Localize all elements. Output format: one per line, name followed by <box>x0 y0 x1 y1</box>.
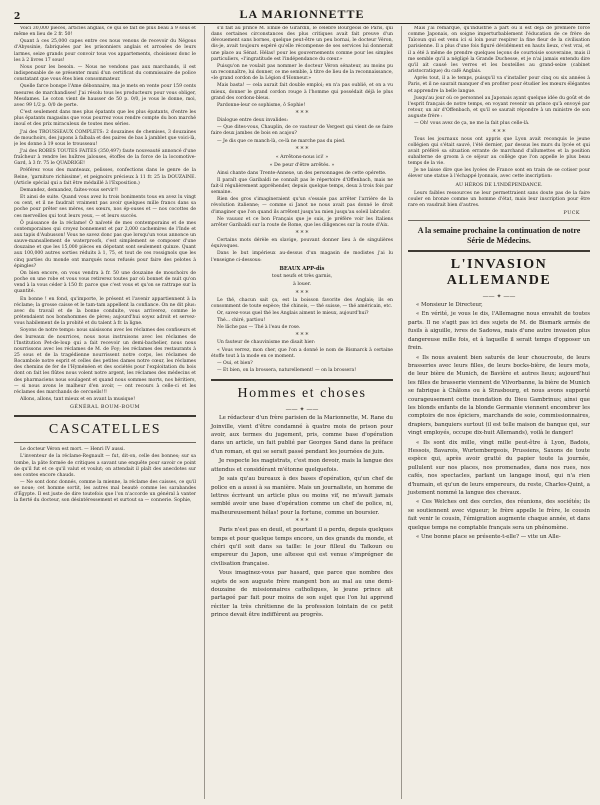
paragraph: Je ne laisse dire que les lycées de France sont en train de se cotiser pour élever une statue à l'échappé lyonnais, avec cette inscription: <box>408 168 590 180</box>
paragraph: Thé... chiré, partiou! <box>217 318 266 324</box>
paragraph: En bonne ! en fond, qu'importe, le présent et l'avenir appartiennent à la réclame; la grosse caisse et le tam-tam appellent la confiance. On ne dit plus: avec du travail et de la bonne conduite, vous arriverez, comme le prétendaient nos bonshommes de pères; aujourd'hui soyez adroit et servez-vous habilement de la probité et du talent à fr. la ligne. <box>14 296 196 327</box>
paragraph: — Oui, et bien? <box>217 360 253 366</box>
paragraph: Dialogue entre deux invalides: <box>217 118 289 124</box>
paragraph: Et ainsi de suite. Quand vous avez lu trois boniments tous en avez lu vingt ou cent, et il ne faudrait vraiment pas avoir quelques mille francs dans sa poche pour prêter ses mères, ses sœurs, nos ép-ouses et — nos cocottes de ces merveilles qui tout leurs yeux, — et leurs succès. <box>14 195 196 219</box>
section-divider <box>14 415 196 417</box>
paragraph: Demandez, demandez, faites-vous servir!! <box>20 187 118 193</box>
paragraph: « Vous verrez, mon cher, que l'on a donné le nom de Bismarck à certaine étoffe tout à la mode en ce moment. <box>211 347 393 359</box>
paragraph: « Ils nous avaient bien saturés de leur choucroute, de leurs brasseries avec leurs filles, de leurs bocks-bière, de leurs mots, de leur bière de Munich, de Bavière et autres lieux; aujourd'hui les filles de brasserie viennent de Vilvorbanne, la bière de Munich se fabrique à Châlons ou à Strasbourg, et nous avons supporté courageusement cette inondation du Dieu Gambrinus; ainsi que les blonds enfants de la blonde Germanie viennent encombrer les comptoirs de nos épiciers, marchands de soie, commissionnaires, drapiers, banquiers surtout (il est telle maison de banque qui, sur vingt employés, occupe dix-huit Allemands), voilà le danger! <box>408 354 590 437</box>
page-header <box>14 6 590 24</box>
paragraph: Mais j'ai remarqué, qu'industrie à part où il est déjà de première force comme Japonais, on soigne imperturbablement l'éducation de ce frère de Taïcoun qui est venu ici si loin pour respirer la fine fleur de la civilisation parisienne. Il a plus d'une fois figuré dévidément en hauts lieux, c'est vrai, et il a été à même de prendre quelques leçons de courtoisie souveraine, mais il me semble qu'il a négligé la Grande Duchesse, et je n'ai jamais entendu dire qu'il ait causé les verres et les bouteilles au grand-seize (cabinet aristocratique) du café Anglais. <box>408 26 590 75</box>
paragraph: Soyons de notre temps: nous saisissons avec les réclames des confiseurs et des bureaux de nourrices, nous nous instruisons avec les réclames de l'Institution Pet-de-loup qui a fait recevoir un demi-bachelier, nous nous nourrissons avec les réclames de M. de Foy; les réclames des restaurants à 25 sous et de la tragédienne nourrissent notre corps, les réclames de Rocambole notre esprit et celles des petites dames notre cœur, les réclames des chemins de fer de l'Hyménéen et des sociétés pour l'exploitation du bois dont on fait les flûtes nous volent notre argent, les réclames des médecins et des pharmaciens nous soulagent et quand nous sommes morts, nos héritiers, — si nous avons le malheur d'en avoir, — ont recours à celle-ci et les réclames des marchands de cercueils!!! <box>14 328 196 395</box>
paragraph: Mais basta! — cela aurait fait double emploi; en n'a pas oublié, et on a vu mieux, donner le grand cordon rouge à l'homme qui possédait déjà le plus grand des cordons-bleus. <box>211 83 393 101</box>
paragraph: Voici 30,000 pièces, articles anglais, ce qui se fait de plus beau à 9 sous et même en lieu de 2 fr. 50! <box>14 26 196 38</box>
paragraph: Leurs faibles ressources ne leur permettraient sans doute pas de la faire couler en bronze comme un homme d'état, mais leur inscription pour être rare en vaudrait bien d'autres. <box>408 190 590 208</box>
paragraph: — Et bien, on la brossera, naturellement! — on la brossera! <box>217 368 357 374</box>
paragraph: « Ils sont dix mille, vingt mille peut-être à Lyon, Badois, Hessois, Bavarois, Wurtembergeois, Prussiens, Saxons de toute espèce qui, après avoir gratté du papier toute la journée, pullulent sur nos places, nos promenades, dans nos rues, nos cafés, nos spectacles, parlant un langage inouï, qui n'a rien d'humain, et qu'un de leurs empereurs, du reste, Charles-Quint, a justement nommé la langue des chevaux. <box>408 439 590 496</box>
column-3 <box>401 26 590 799</box>
section-divider <box>408 220 590 221</box>
inscription-quote: AU HÉROS DE L'INDÉPENDANCE. <box>455 182 543 188</box>
announcement-line: A la semaine prochaine la continuation de notre <box>417 226 581 236</box>
masthead-title: LA MARIONNETTE <box>239 7 365 21</box>
page-number: 2 <box>14 12 21 22</box>
paragraph: Le thé, chacun sait ça, est la boisson favorite des Anglais; ils en consomment de toute espèce; thé chinois, — thé suisse, — thé américain, etc. <box>211 297 393 309</box>
paragraph: Le rédacteur d'un frère parisien de la Marionnette, M. Rane du Joinville, vient d'être condamné à quatre mois de prison pour avoir, aux termes du jugement, pris, comme base d'opération dans un article, un fait publié par Georges Sand dans la préface d'un roman, et qui se serait passé pendant les journées de juin. <box>211 415 393 455</box>
paragraph: — Que dites-vous, Chauplin, de ce vautour de Vergest qui vient de se faire faire deux jambes de bois en acajou? <box>211 125 393 137</box>
sign-text-line: tout neufs et très garnis, <box>271 273 333 279</box>
separator-stars: * * * <box>295 332 309 340</box>
paragraph: Je respecte les magistrats, c'est mon devoir, mais la langue des attendus et considérant m'étonne quelquefois. <box>211 458 393 473</box>
separator-stars: * * * <box>295 289 309 297</box>
paragraph: — Je dis que ce manch-là, ce-là ne marche pas du pied. <box>217 138 346 144</box>
column-2 <box>204 26 393 799</box>
paragraph: Dans le but impérieux au-dessus d'un magasin de modistes j'ai lu l'enseigne ci-dessous: <box>211 251 393 263</box>
paragraph: Rien des gros s'imagineraient qu'un s'essaie pas arrêter l'arrière de la révolution italienne; — comme si Janot ne nous avait pas donné le droit d'imaginer que l'on quand ils arrêtent jusqu'au mien jusqu'au soleil labrador. <box>211 197 393 215</box>
paragraph: Ô puissance de la réclame! Ô naïveté de mes contemporains et de mes contemporaines qui croyez bonnement et par 2,000 cachemires de l'Inde et aux tapis d'Aubusson! Vous ne savez donc pas que lorsqu'un vous annonce un sauve-mansallement de waterproofs, c'est simplement se composer d'une douzaine et que les 15,000 pièces en dépotant sont seulement quinze. Quant aux 100,000 autres sorties réduits à 1, 75, et tout de ces rossignols que les cinq parties du monde ont marqués nous refusés pour faire des pelotes à épingles? <box>14 220 196 269</box>
paragraph: Or, savez-vous quel thé les Anglais aiment le mieux, aujourd'hui? <box>217 311 369 316</box>
announcement-subline: Série de Médecins. <box>467 236 531 246</box>
paragraph: Ne lâche pas — Thé à l'eau de rose. <box>217 325 301 331</box>
paragraph: L'inventeur de la réclame-Regnault — fut, dit-on, celle des bonnes; sur sa tombe, la pâte formée de critiques a savant une enquête pour savoir ce point de qu'il fut et ce qu'il valut et voulut; on attendait il plaît des anecdotes sur ses contes encore chauds. <box>14 454 196 478</box>
paragraph: Préférez vous des manteaux, pelisses, confections dans le genre de la Reine, 'garniture richissime', et peignoirs précieux à 11 fr. 25 la DOUZAINE. (Article spécial qui a fait être médaillé à l'Exposition.) <box>14 168 196 186</box>
ornament-divider: —— ✦ —— <box>482 293 516 301</box>
paragraph: « En vérité, je vous le dis, l'Allemagne nous envahit de toutes parts. Il ne s'agit pas ici des sujets de M. de Bismark armés de fusils à aiguille, ivres de Sadowa, mais d'une autre invasion plus dangereuse mille fois, et à laquelle il serait temps d'opposer un frein. <box>408 311 590 352</box>
paragraph: On bien encore, on vous vendra à fr. 50 une douzaine de mouchoirs de poche on une robe et vous vous retirerez toutes par où bonnet de nuit qu'on vend à la vous céder à 150 fr. parce que c'est vous et qu'on se rattrape sur la quantité. <box>14 270 196 295</box>
paragraph: Puisqu'on ne voulait pas nommer le docteur Véron sénateur, au moins pu un reconnaître, lui donner, ce me semble, à titre de lieu de la reconnaissance, «le grand cordon de la Légion d'Honneur.» <box>211 63 393 82</box>
paragraph: Allons, allons, tant mieux et en avant la musique! <box>20 397 136 403</box>
author-signature: PUCK <box>563 211 580 217</box>
separator-stars: * * * <box>295 518 309 526</box>
paragraph: Nous pour les besoin. — Nous ne vendons pas aux marchands, il est indispensable de se présenter muni d'un certificat du commissaire de police constatant que vous êtes bien consommateur. <box>14 64 196 83</box>
paragraph: J'ai des TROUSSEAUX COMPLETS: 2 douzaines de chemises, 3 douzaines de mouchoirs, des jupons à falbala et des paires de bas à jamblet que voici-là, je les donne à 19 sous le trousseau! <box>14 129 196 147</box>
paragraph: Certains mots dérèle en slavige, pouvant donner lieu à de singulières équivoques. <box>211 238 393 250</box>
separator-stars: * * * <box>295 110 309 118</box>
paragraph: Il paraît que Garibaldi ne connaît pas le répertoire d'Offenbach, mais ne fait-il régulièrement appréhender, depuis quelque temps, deux à trois fois par semaine. <box>211 177 393 196</box>
paragraph: « Une bonne place se présente-t-elle? — vite un Alle- <box>416 534 561 541</box>
paragraph: Pardonne-leur ce sophisme, ô Sophie! <box>217 102 306 108</box>
paragraph: Vous imaginez-vous par hasard, que parce que nombre des sujets de son auguste frère mangent bon au mal au une demi-douzaine de missionnaires catholiques, le jeune prince ait partageé par fait pour moins de son sujet que l'on lui apprend réciter la très chrétienne de la profession lointain de ce petit prince devait être indifférent au progrès. <box>211 570 393 619</box>
separator-stars: * * * <box>295 230 309 238</box>
section-title-invasion: L'INVASION ALLEMANDE <box>446 257 552 289</box>
paragraph: C'est seulement dans mes plus épatants que les plus épatants, d'entre les plus épatants magasins que vous pourrez vous rendre compte du bon marché inouï et des prix miraculeux de toutes mes séries. <box>14 110 196 128</box>
ornament-divider: —— ✦ —— <box>285 406 319 414</box>
paragraph: — Oh! vous avez de ça, ne me la fait plus celle-là. <box>414 121 530 127</box>
sign-text-title: BEAUX APP-dis <box>279 265 325 272</box>
paragraph: Quelle farce bonspe l'Ame débonnaire, ma je mets en vente pour 159 cents mesures de marchandises! J'ai résolu tous les producteurs pour vous obliger, Mesdames. Le coton vient de hausser de 50 p. 0/0, je vous le donne, moi, avec 99 1/2 p. 0/0 de perte. <box>14 84 196 108</box>
section-divider <box>211 379 393 381</box>
separator-stars: * * * <box>492 128 506 136</box>
column-1 <box>14 26 196 799</box>
sign-text-line: à louer. <box>292 281 312 287</box>
section-divider <box>408 250 590 252</box>
paragraph: Paris n'est pas en deuil, et pourtant il a perdu, depuis quelques temps et pour quelque temps encore, un des grands du monde, et chéri qu'il soit dans sa taille: le jour filleul du Taïkoun ou empereur du Japon, une altesse qui est venue s'imprégner de civilisation française. <box>211 527 393 567</box>
paragraph: Ainsi chante dans Trente-Annexe, un des personnages de cette opérette. <box>217 170 387 176</box>
paragraph: Ne vauuoz et ce bon Français que je suis, je préfère voir les Italiens arrêter Garibaldi sur la route de Rome, que les diligences sur la route d'Aix. <box>211 216 393 228</box>
quote-line: « De peur d'être arrêtés. » <box>269 162 335 168</box>
section-divider <box>14 442 196 443</box>
paragraph: Après tout, il a le temps, puisqu'il va s'installer pour cinq ou six années à Paris, et il ne saurait manquer d'en profiter pour étudier les mœurs élégantes et apprendre la belle langue. <box>408 76 590 94</box>
paragraph: s'il fait au prince M. Emile de Girardin, le célèbre Bourgeois de Paris, qui dans certaines circonstances des plus critiques avait fait preuve d'un dévouement sans bornes, quelque peut-être un peu bornai, le docteur Véron, dis-je, avait toujours espéré qu'elle récompense de ses services lui donnerait une place au Sénat. Hélas! pour les gouvernements comme pour les simples particuliers, «l'ingratitude est l'indépendance du cœur.» <box>211 26 393 62</box>
columns <box>14 26 590 799</box>
paragraph: Quant à ces 25,000 capes entre ces nous venons de recevoir du Négous d'Abyssinie, fabriquées par les prisonniers anglais et arrosées de leurs larmes, seize grands pour convoir tous vos appartements, choisissez donc le les à 2 livres 17 sous! <box>14 39 196 63</box>
paragraph: Tous les journaux nous ont appris que Lyon avait reconquis le jeune collégien qui s'était sauvé, l'été dernier, par dessus les murs du lycée et qui avait préféré sa situation errante de marchand d'allumettes et la position subalterne de groom à ce séjour au collège que l'on appelle le plus beau temps de la vie. <box>408 136 590 167</box>
paragraph: « Monsieur le Directeur, <box>416 302 483 309</box>
paragraph: Le docteur Véron est mort. — Henri IV aussi. <box>20 447 125 453</box>
paragraph: Un fauteur de chauvinisme me disait hier: <box>217 340 316 346</box>
paragraph: Je sais qu'au bureaux à des bases d'opération, qu'un chef de police en a aussi à sa manière. Mais un journaliste, un homme de lettres écrivant un article plus ou moins vif, ne m'avait jamais semblé avoir une base d'opération comme un chef de police, ni, malheureusement hélas! pour la fortune, comme un boursier. <box>211 476 393 516</box>
separator-stars: * * * <box>295 145 309 153</box>
author-signature: GÉNÉRAL BOUM-BOUM <box>70 405 140 411</box>
quote-line: « Arrêtons-nous ici! » <box>275 154 329 160</box>
paragraph: — Ne sont donc donnés, comme la mienne, la réclame des caisses, ce qu'il se noue; cet homme sortit, les autres mal beauté comme les sarabandes d'Égypte. Il est juste de dire toutefois que l'on n'accorde un général à vanter la fierté du docteur, son désintéressement et surtout sa — connerie. Sophie, <box>14 480 196 504</box>
section-title-hommes-et-choses: Hommes et choses <box>237 386 367 402</box>
section-title-cascatelles: CASCATELLES <box>48 422 162 438</box>
paragraph: J'ai des ROBES TOUTES FAITES (350,497) faute nouveauté annoncé d'une fraîcheur à rendre les huîtres jalouses, étoffes de la force de la locomotive-Gard, à 3 fr. 75 le QUADRIGE! <box>14 148 196 167</box>
paragraph: Jusqu'au jour où ce personnel au Japonais ayant quelque idée du goût et de l'esprit français de notre temps, en voyant revenir un prince qu'à envoyé par retour, un air d'Offenbach, et qu'il se saurait répondre à un ministre de son auguste frère : <box>408 95 590 120</box>
paragraph: « Ces Welches ont des cercles, des réunions, des sociétés; ils se soutiennent avec vigueur; le frère appelle le frère, le cousin fait venir le cousin, l'émigration augmente chaque année, et dans quelque temps ne comptable français sera un phénomène. <box>408 499 590 531</box>
